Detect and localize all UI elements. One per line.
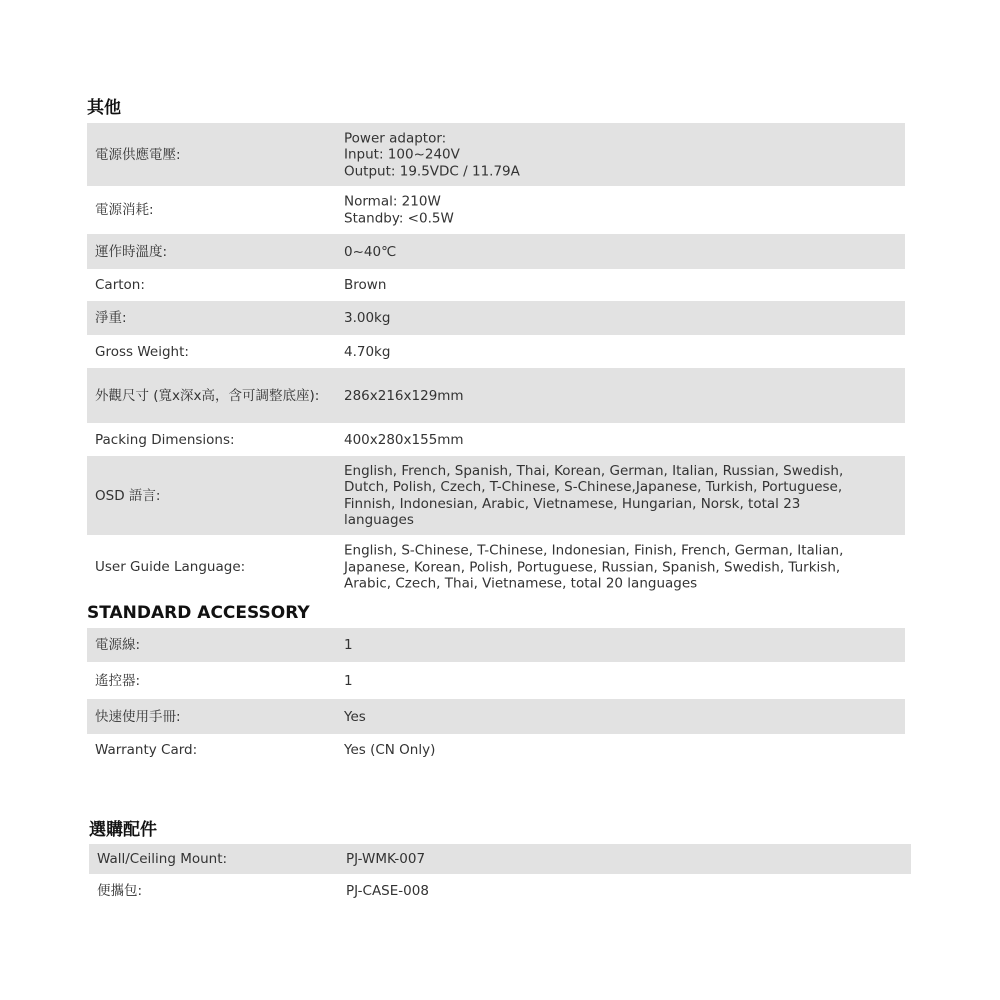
- spec-value: 0~40℃: [344, 243, 397, 260]
- spec-row-gross-weight: [87, 336, 905, 367]
- spec-row-dimensions: [87, 368, 905, 423]
- spec-row-user-guide-language: [87, 536, 905, 598]
- spec-label: OSD 語言:: [95, 487, 161, 504]
- spec-value: 400x280x155mm: [344, 431, 464, 448]
- optional-row-wall-mount: [89, 844, 911, 874]
- optional-row-carry-case: [89, 875, 911, 907]
- spec-row-power-supply: [87, 123, 905, 186]
- spec-label: Wall/Ceiling Mount:: [97, 850, 228, 867]
- spec-label: Gross Weight:: [95, 343, 189, 360]
- spec-label: Carton:: [95, 276, 145, 293]
- section-title-other: 其他: [87, 98, 121, 118]
- spec-value: 286x216x129mm: [344, 387, 464, 404]
- section-title-optional-accessory: 選購配件: [89, 820, 157, 840]
- spec-value: PJ-WMK-007: [346, 850, 426, 867]
- spec-label: 外觀尺寸 (寬x深x高，含可調整底座):: [95, 387, 320, 404]
- accessory-row-warranty-card: [87, 735, 905, 765]
- spec-row-net-weight: [87, 301, 905, 335]
- spec-value: 4.70kg: [344, 343, 391, 360]
- spec-value: Normal: 210W Standby: <0.5W: [344, 193, 454, 226]
- spec-value: Yes: [344, 708, 366, 725]
- section-title-standard-accessory: STANDARD ACCESSORY: [87, 603, 310, 623]
- spec-value: Power adaptor: Input: 100~240V Output: 19.5VDC / 11.79A: [344, 129, 520, 179]
- spec-value: 3.00kg: [344, 309, 391, 326]
- spec-value: English, French, Spanish, Thai, Korean, German, Italian, Russian, Swedish, Dutch, Polish, Czech, T-Chinese, S-Chinese,Japanese, Turkish, Portuguese, Finnish, Indonesian, Arabic, Vietnamese, Hungarian, Norsk, total 23 languages: [344, 462, 844, 528]
- spec-value: PJ-CASE-008: [346, 882, 429, 899]
- spec-label: 淨重:: [95, 309, 127, 326]
- accessory-row-power-cord: [87, 628, 905, 662]
- spec-row-osd-language: [87, 456, 905, 535]
- spec-label: 電源消耗:: [95, 201, 154, 218]
- spec-label: 快速使用手冊:: [95, 708, 181, 725]
- spec-label: 便攜包:: [97, 882, 143, 899]
- spec-value: English, S-Chinese, T-Chinese, Indonesian, Finish, French, German, Italian, Japanese, Korean, Polish, Portuguese, Russian, Spanish, Swedish, Turkish, Arabic, Czech, Thai, Vietnamese, total 20 languages: [344, 542, 844, 592]
- spec-label: Packing Dimensions:: [95, 431, 235, 448]
- spec-value: 1: [344, 672, 353, 689]
- spec-row-power-consumption: [87, 187, 905, 233]
- spec-row-carton: [87, 270, 905, 300]
- spec-label: Warranty Card:: [95, 741, 198, 758]
- spec-value: Brown: [344, 276, 387, 293]
- spec-value: 1: [344, 636, 353, 653]
- spec-row-operating-temp: [87, 234, 905, 269]
- spec-value: Yes (CN Only): [344, 741, 436, 758]
- spec-label: User Guide Language:: [95, 558, 246, 575]
- accessory-row-quick-guide: [87, 699, 905, 734]
- spec-label: 電源供應電壓:: [95, 146, 181, 163]
- accessory-row-remote: [87, 663, 905, 698]
- spec-label: 電源線:: [95, 636, 141, 653]
- spec-label: 遙控器:: [95, 672, 141, 689]
- spec-label: 運作時溫度:: [95, 243, 168, 260]
- spec-row-packing-dimensions: [87, 424, 905, 455]
